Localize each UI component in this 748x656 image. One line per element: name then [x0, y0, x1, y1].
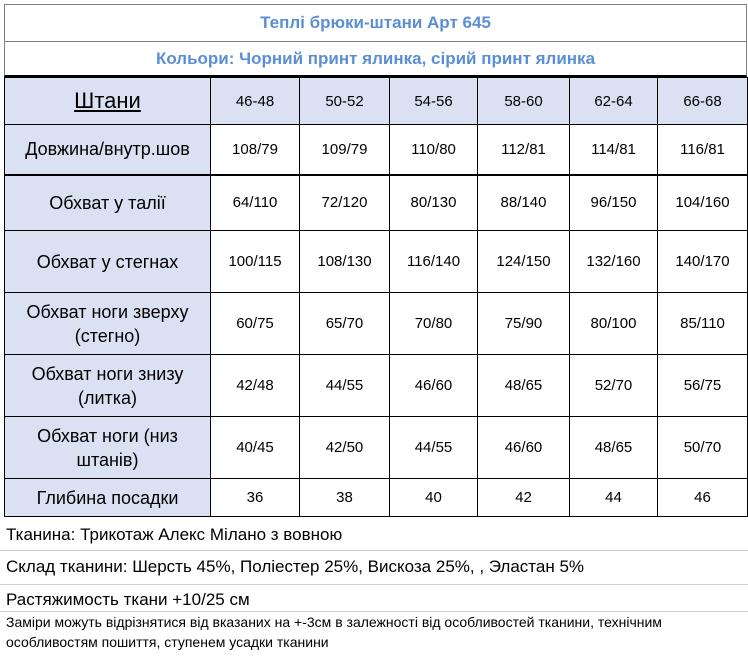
- table-cell: 48/65: [478, 355, 570, 417]
- table-cell: 46/60: [390, 355, 478, 417]
- header-row: [5, 78, 748, 125]
- table-cell: 42/48: [211, 355, 300, 417]
- row-label: Обхват у талії: [5, 175, 211, 231]
- fabric-note: Тканина: Трикотаж Алекс Мілано з вовною: [6, 525, 343, 544]
- table-cell: 44: [570, 479, 658, 517]
- table-cell: 112/81: [478, 125, 570, 175]
- table-cell: 109/79: [300, 125, 390, 175]
- row-label: Обхват ноги (низ штанів): [5, 417, 211, 479]
- size-header: 46-48: [211, 78, 300, 125]
- composition-note: Склад тканини: Шерсть 45%, Поліестер 25%, Вискоза 25%, , Эластан 5%: [6, 557, 585, 576]
- table-cell: 52/70: [570, 355, 658, 417]
- divider: [0, 550, 748, 551]
- table-cell: 116/81: [658, 125, 748, 175]
- table-row: [5, 417, 748, 479]
- table-cell: 85/110: [658, 293, 748, 355]
- table-cell: 116/140: [390, 231, 478, 293]
- size-header: 54-56: [390, 78, 478, 125]
- chart-title: Теплі брюки-штани Арт 645: [4, 4, 747, 42]
- table-row: [5, 479, 748, 517]
- row-label: Обхват ноги зверху (стегно): [5, 293, 211, 355]
- corner-label: Штани: [5, 78, 211, 125]
- table-row: [5, 355, 748, 417]
- table-row: [5, 293, 748, 355]
- size-header: 66-68: [658, 78, 748, 125]
- table-cell: 75/90: [478, 293, 570, 355]
- table-cell: 96/150: [570, 175, 658, 231]
- table-cell: 104/160: [658, 175, 748, 231]
- size-header: 50-52: [300, 78, 390, 125]
- table-cell: 64/110: [211, 175, 300, 231]
- table-cell: 65/70: [300, 293, 390, 355]
- divider: [0, 584, 748, 585]
- table-cell: 80/130: [390, 175, 478, 231]
- row-label: Обхват ноги знизу (литка): [5, 355, 211, 417]
- disclaimer-note: Заміри можуть відрізнятися від вказаних на +-3см в залежності від особливостей тканини, технічним особливостям пошиття, ступенем усадки тканини: [6, 614, 662, 650]
- table-cell: 70/80: [390, 293, 478, 355]
- size-table: [4, 77, 748, 517]
- table-cell: 44/55: [300, 355, 390, 417]
- table-cell: 36: [211, 479, 300, 517]
- table-cell: 108/79: [211, 125, 300, 175]
- table-row: [5, 125, 748, 175]
- table-row: [5, 231, 748, 293]
- table-cell: 108/130: [300, 231, 390, 293]
- table-cell: 132/160: [570, 231, 658, 293]
- stretch-note: Растяжимость ткани +10/25 см: [6, 590, 250, 609]
- table-cell: 60/75: [211, 293, 300, 355]
- table-cell: 110/80: [390, 125, 478, 175]
- table-cell: 124/150: [478, 231, 570, 293]
- table-cell: 38: [300, 479, 390, 517]
- table-cell: 80/100: [570, 293, 658, 355]
- table-cell: 140/170: [658, 231, 748, 293]
- table-cell: 56/75: [658, 355, 748, 417]
- table-cell: 50/70: [658, 417, 748, 479]
- table-cell: 44/55: [390, 417, 478, 479]
- table-cell: 88/140: [478, 175, 570, 231]
- table-cell: 42/50: [300, 417, 390, 479]
- table-cell: 46/60: [478, 417, 570, 479]
- table-cell: 40/45: [211, 417, 300, 479]
- size-header: 58-60: [478, 78, 570, 125]
- row-label: Обхват у стегнах: [5, 231, 211, 293]
- table-cell: 72/120: [300, 175, 390, 231]
- table-cell: 100/115: [211, 231, 300, 293]
- table-cell: 48/65: [570, 417, 658, 479]
- table-cell: 46: [658, 479, 748, 517]
- table-cell: 42: [478, 479, 570, 517]
- chart-subtitle: Кольори: Чорний принт ялинка, сірий принт ялинка: [4, 42, 747, 77]
- table-cell: 114/81: [570, 125, 658, 175]
- row-label: Довжина/внутр.шов: [5, 125, 211, 175]
- size-header: 62-64: [570, 78, 658, 125]
- row-label: Глибина посадки: [5, 479, 211, 517]
- table-row: [5, 175, 748, 231]
- table-cell: 40: [390, 479, 478, 517]
